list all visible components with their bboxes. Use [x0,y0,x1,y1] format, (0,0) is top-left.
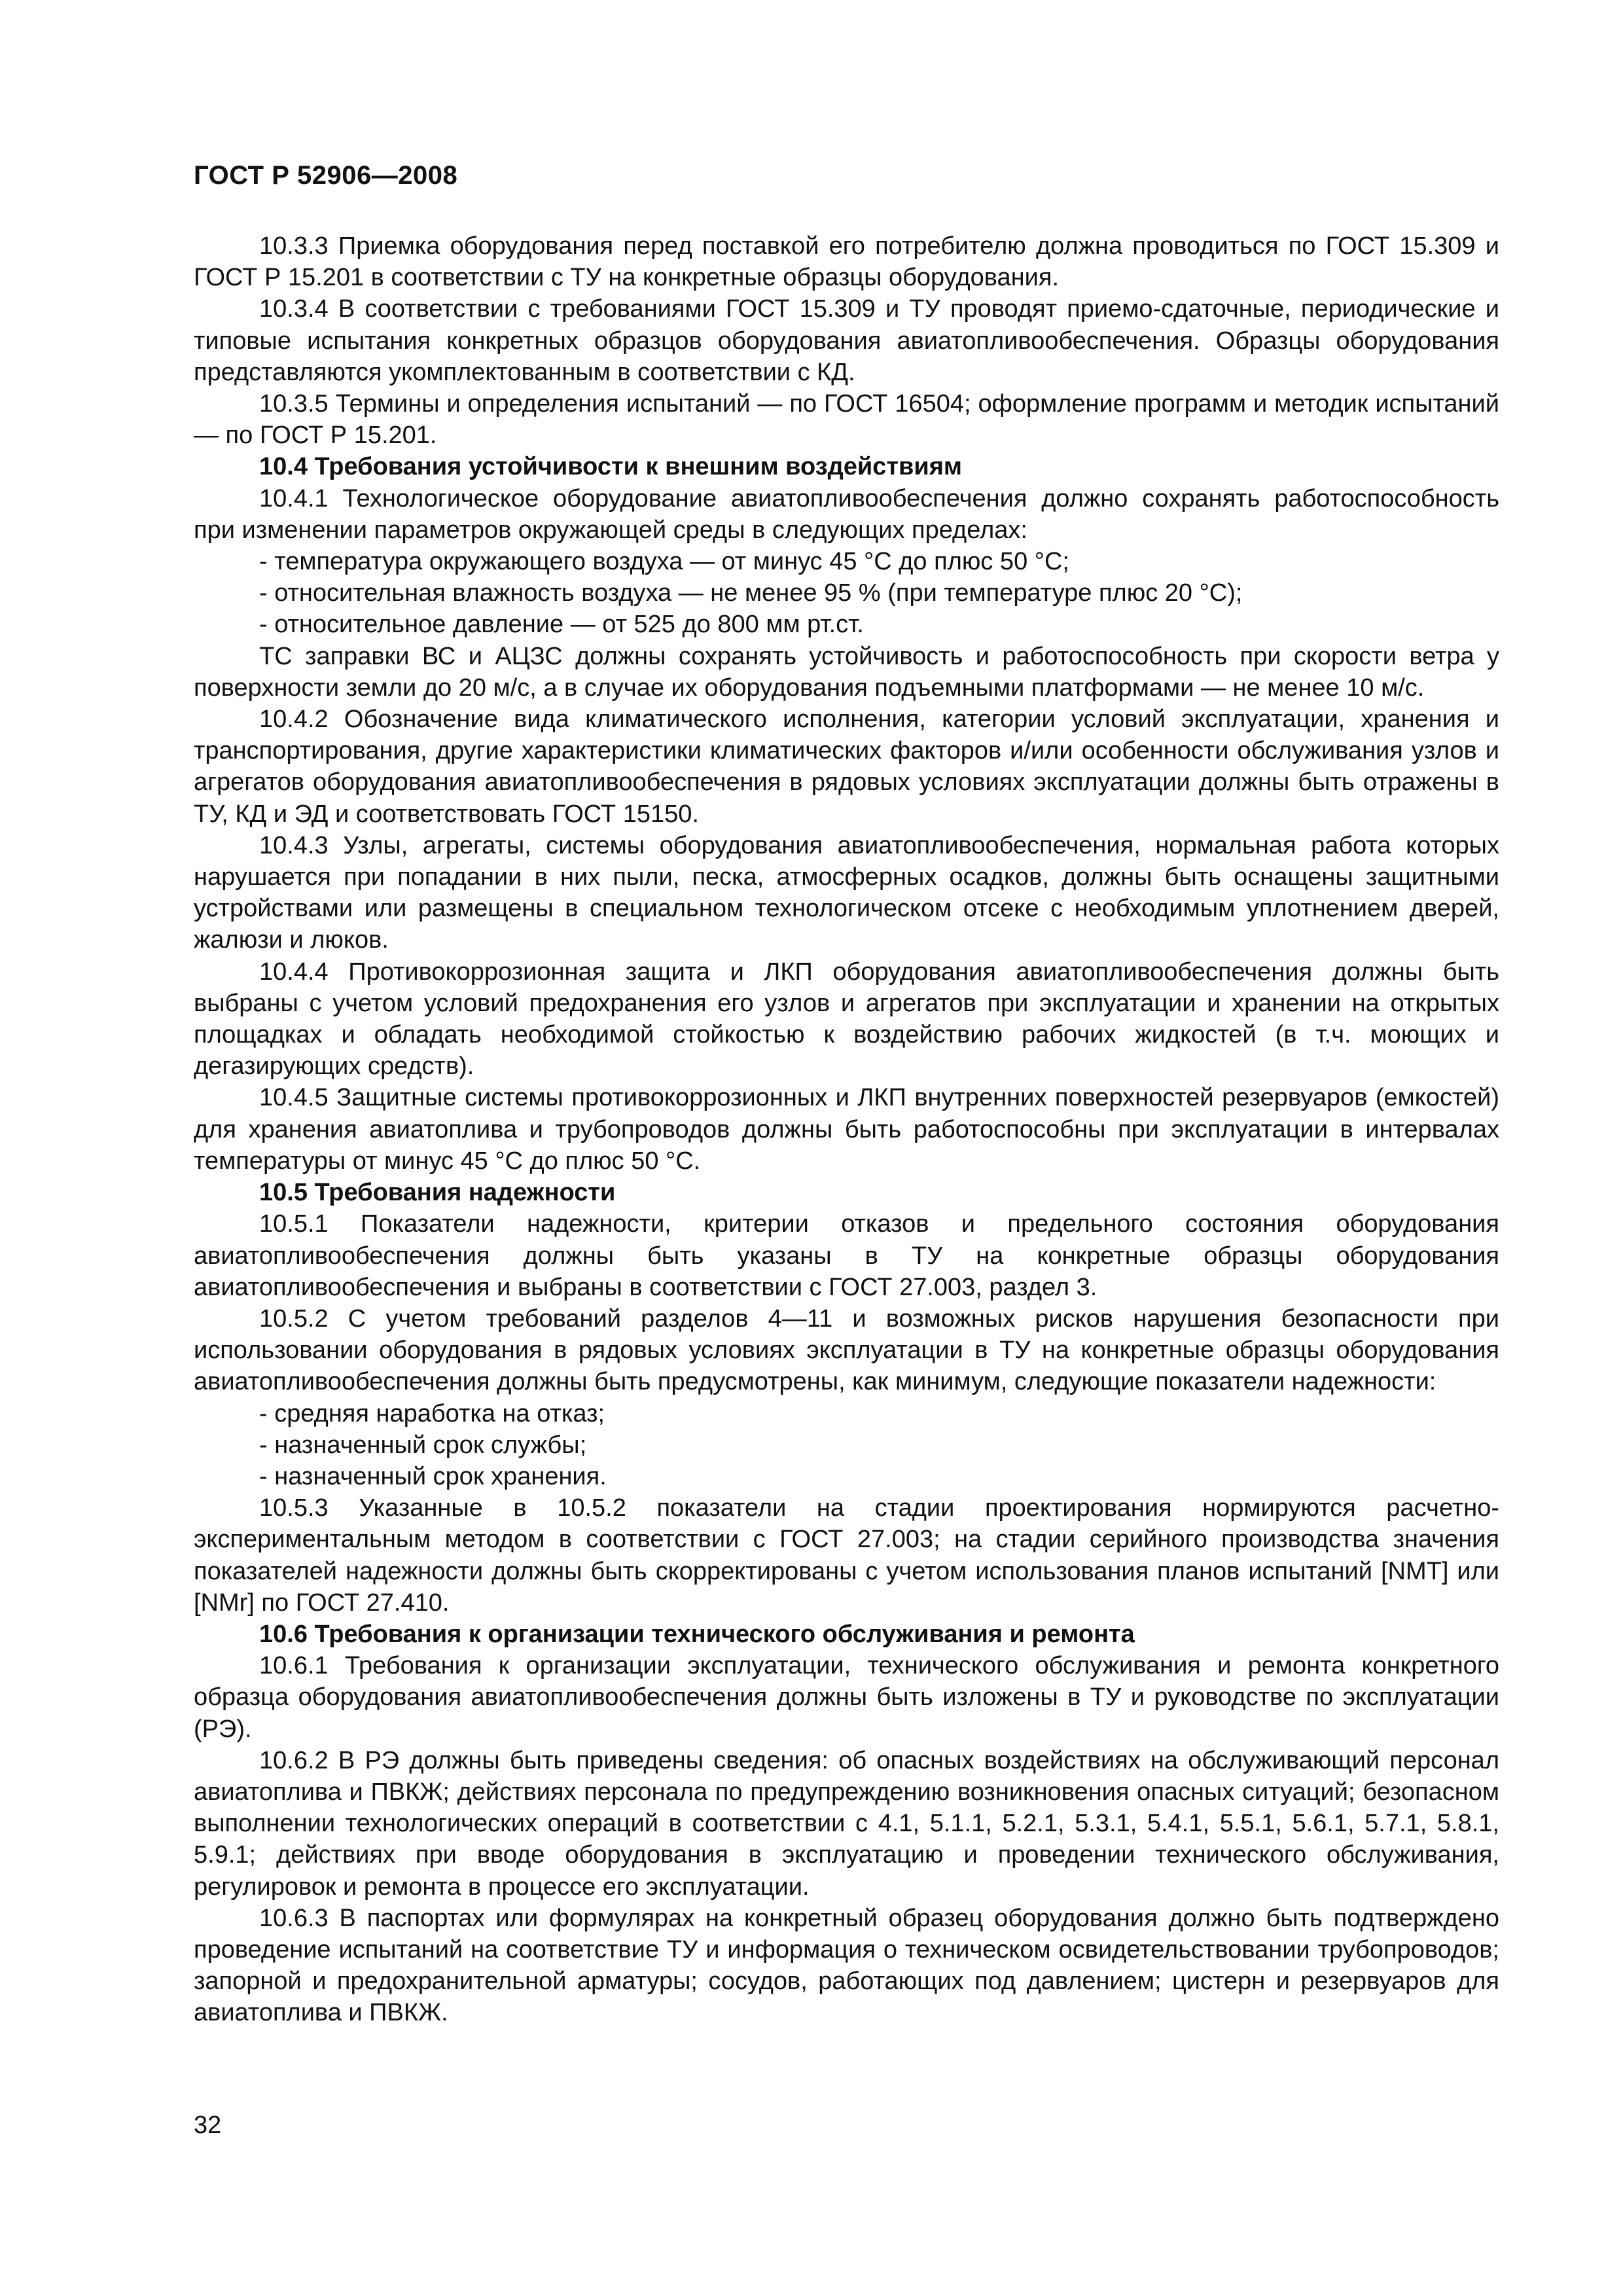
document-header: ГОСТ Р 52906—2008 [194,161,458,190]
paragraph: 10.4.2 Обозначение вида климатического исполнения, категории условий эксплуатации, хранения и транспортирования, другие характеристики климатических факторов и/или особенности обслуживания узлов и агрегатов оборудования авиатопливообеспечения в рядовых условиях эксплуатации должны быть отражены в ТУ, КД и ЭД и соответствовать ГОСТ 15150. [194,706,1499,828]
paragraph: 10.3.5 Термины и определения испытаний — по ГОСТ 16504; оформление программ и методик испытаний — по ГОСТ Р 15.201. [194,390,1499,450]
paragraph: ТС заправки ВС и АЦЗС должны сохранять устойчивость и работоспособность при скорости ветра у поверхности земли до 20 м/с, а в случае их оборудования подъемными платформами — не менее 10 м/с. [194,642,1499,702]
section-heading: 10.6 Требования к организации технического обслуживания и ремонта [259,1620,1135,1648]
paragraph: 10.5.1 Показатели надежности, критерии отказов и предельного состояния оборудования авиатопливообеспечения должны быть указаны в ТУ на конкретные образцы оборудования авиатопливообеспечения и выбраны в соответствии с ГОСТ 27.003, раздел 3. [194,1210,1499,1301]
paragraph: 10.5.3 Указанные в 10.5.2 показатели на стадии проектирования нормируются расчетно-экспериментальным методом в соответствии с ГОСТ 27.003; на стадии серийного производства значения показателей надежности должны быть скорректированы с учетом использования планов испытаний [NMT] или [NMr] по ГОСТ 27.410. [194,1494,1499,1617]
paragraph: 10.4.3 Узлы, агрегаты, системы оборудования авиатопливообеспечения, нормальная работа которых нарушается при попадании в них пыли, песка, атмосферных осадков, должны быть оснащены защитными устройствами или размещены в специальном технологическом отсеке с необходимым уплотнением дверей, жалюзи и люков. [194,831,1499,954]
document-body [194,230,1499,2029]
list-item: - относительное давление — от 525 до 800 мм рт.ст. [259,611,864,639]
paragraph: 10.6.3 В паспортах или формулярах на конкретный образец оборудования должно быть подтверждено проведение испытаний на соответствие ТУ и информация о техническом освидетельствовании трубопроводов; запорной и предохранительной арматуры; сосудов, работающих под давлением; цистерн и резервуаров для авиатоплива и ПВКЖ. [194,1904,1499,2027]
page-number: 32 [194,2111,222,2139]
paragraph: 10.5.2 С учетом требований разделов 4—11 и возможных рисков нарушения безопасности при использовании оборудования в рядовых условиях эксплуатации в ТУ на конкретные образцы оборудования авиатопливообеспечения должны быть предусмотрены, как минимум, следующие показатели надежности: [194,1304,1499,1396]
section-heading: 10.4 Требования устойчивости к внешним воздействиям [259,453,963,481]
paragraph: 10.6.2 В РЭ должны быть приведены сведения: об опасных воздействиях на обслуживающий персонал авиатоплива и ПВКЖ; действиях персонала по предупреждению возникновения опасных ситуаций; безопасном выполнении технологических операций в соответствии с 4.1, 5.1.1, 5.2.1, 5.3.1, 5.4.1, 5.5.1, 5.6.1, 5.7.1, 5.8.1, 5.9.1; действиях при вводе оборудования в эксплуатацию и проведении технического обслуживания, регулировок и ремонта в процессе его эксплуатации. [194,1746,1499,1901]
list-item: - относительная влажность воздуха — не менее 95 % (при температуре плюс 20 °С); [259,579,1243,607]
list-item: - назначенный срок службы; [259,1431,587,1459]
list-item: - температура окружающего воздуха — от минус 45 °С до плюс 50 °С; [259,548,1069,576]
paragraph: 10.6.1 Требования к организации эксплуатации, технического обслуживания и ремонта конкретного образца оборудования авиатопливообеспечения должны быть изложены в ТУ и руководстве по эксплуатации (РЭ). [194,1652,1499,1743]
paragraph: 10.4.5 Защитные системы противокоррозионных и ЛКП внутренних поверхностей резервуаров (емкостей) для хранения авиатоплива и трубопроводов должны быть работоспособны при эксплуатации в интервалах температуры от минус 45 °С до плюс 50 °С. [194,1084,1499,1175]
section-heading: 10.5 Требования надежности [259,1179,616,1207]
paragraph: 10.3.4 В соответствии с требованиями ГОСТ 15.309 и ТУ проводят приемо-сдаточные, периодические и типовые испытания конкретных образцов оборудования авиатопливообеспечения. Образцы оборудования представляются укомплектованным в соответствии с КД. [194,295,1499,386]
paragraph: 10.4.1 Технологическое оборудование авиатопливообеспечения должно сохранять работоспособность при изменении параметров окружающей среды в следующих пределах: [194,484,1499,544]
list-item: - средняя наработка на отказ; [259,1399,605,1427]
paragraph: 10.4.4 Противокоррозионная защита и ЛКП оборудования авиатопливообеспечения должны быть выбраны с учетом условий предохранения его узлов и агрегатов при эксплуатации и хранении на открытых площадках и обладать необходимой стойкостью к воздействию рабочих жидкостей (в т.ч. моющих и дегазирующих средств). [194,958,1499,1081]
paragraph: 10.3.3 Приемка оборудования перед поставкой его потребителю должна проводиться по ГОСТ 15.309 и ГОСТ Р 15.201 в соответствии с ТУ на конкретные образцы оборудования. [194,232,1499,292]
list-item: - назначенный срок хранения. [259,1462,607,1490]
